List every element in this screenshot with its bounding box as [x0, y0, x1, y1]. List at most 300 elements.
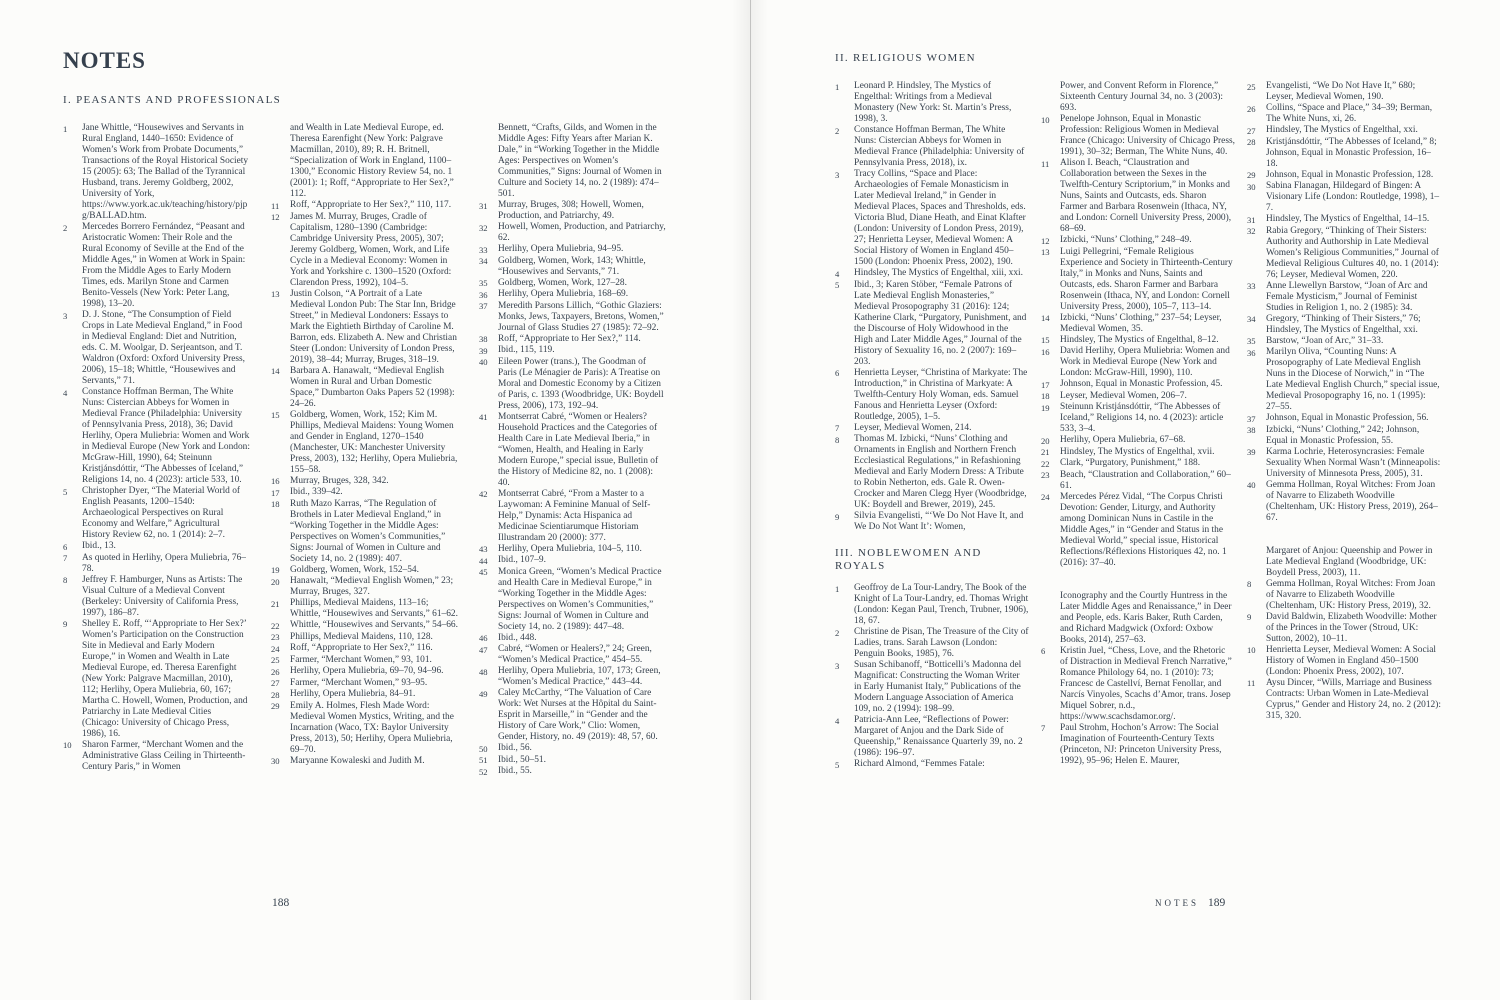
note-text: Murray, Bruges, 308; Howell, Women, Production, and Patriarchy, 49. [498, 200, 644, 221]
note-number: 51 [479, 755, 488, 765]
note-number: 23 [271, 632, 280, 642]
note [835, 715, 1029, 759]
note [271, 576, 458, 598]
note-text: Ibid., 56. [498, 743, 532, 753]
note-text: Christopher Dyer, “The Material World of English Peasants, 1200–1540: Archaeological Perspectives on Rural Economy and Welfare,” Agricultural History Review 62, no. 1 (2014): 2–7. [82, 486, 241, 540]
note-text: Richard Almond, “Femmes Fatale: [854, 759, 985, 769]
note-text: Izbicki, “Nuns’ Clothing,” 248–49. [1060, 235, 1192, 245]
note-text: Ibid., 448. [498, 632, 537, 643]
note-number: 27 [1247, 125, 1256, 136]
note [479, 345, 666, 357]
note-number: 1 [835, 583, 840, 594]
note-text: Constance Hoffman Berman, The White Nuns: Cistercian Abbeys for Women in Medieval France (Philadelphia: University of Pennsylvania Press, 2018), ix. [854, 125, 1025, 168]
notes-column-5 [1041, 81, 1235, 767]
note [1041, 492, 1235, 569]
note-text: Maryanne Kowaleski and Judith M. [290, 755, 425, 766]
note [479, 555, 666, 567]
note-number: 22 [1041, 458, 1050, 469]
note-number: 23 [1041, 470, 1050, 480]
note-text: David Herlihy, Opera Muliebria: Women and Work in Medieval Europe (New York and London: McGraw-Hill, 1990), 110. [1060, 346, 1230, 378]
note [271, 701, 458, 756]
note [63, 387, 250, 486]
note [1247, 612, 1441, 645]
note-number: 9 [63, 619, 68, 629]
note [835, 368, 1029, 423]
note [835, 169, 1029, 268]
note [835, 423, 1029, 435]
note-number: 8 [63, 575, 68, 585]
note [63, 619, 250, 740]
note-number: 5 [835, 759, 840, 770]
note-continuation: Power, and Convent Reform in Florence,” Sixteenth Century Journal 34, no. 3 (2003): 693. [1060, 81, 1224, 113]
note-number: 21 [1041, 447, 1050, 457]
note-number: 35 [479, 278, 488, 288]
note-text: Sabina Flanagan, Hildegard of Bingen: A Visionary Life (London: Routledge, 1998), 1–7. [1266, 181, 1440, 213]
note [479, 644, 666, 666]
note [835, 268, 1029, 280]
note [1247, 170, 1441, 182]
note-number: 16 [271, 476, 280, 486]
note [835, 511, 1029, 533]
note-number: 20 [1041, 435, 1050, 446]
note-number: 40 [1247, 480, 1256, 490]
note-text: Collins, “Space and Place,” 34–39; Berman, The White Nuns, xi, 26. [1266, 103, 1433, 124]
note-number: 49 [479, 688, 488, 699]
note-text: Caley McCarthy, “The Valuation of Care Work: Wet Nurses at the Hôpital du Saint-Esprit in Marseille,” in “Gender and the History of Care Work,” Clio: Women, Gender, History, no. 49 (2019): 48, 57, 60. [498, 688, 658, 742]
page-title: NOTES [63, 48, 146, 73]
note [271, 643, 458, 655]
note-number: 12 [271, 212, 280, 222]
note-text: Emily A. Holmes, Flesh Made Word: Medieval Women Mystics, Writing, and the Incarnation (Waco, TX: Baylor University Press, 2013), 50; Herlihy, Opera Muliebria, 69–70. [290, 700, 454, 755]
note-number: 10 [63, 740, 72, 750]
note [63, 541, 250, 553]
note-text: Goldberg, Women, Work, 152–54. [290, 564, 419, 575]
notes-column-4 [835, 81, 1029, 771]
note-text: Hanawalt, “Medieval English Women,” 23; Murray, Bruges, 327. [290, 576, 454, 597]
note-text: Ibid., 339–42. [290, 487, 343, 497]
note [1041, 247, 1235, 313]
note-number: 37 [479, 301, 488, 311]
note [1247, 425, 1441, 447]
note-number: 42 [479, 489, 488, 499]
note-number: 4 [835, 268, 840, 279]
note-text: Aysu Dincer, “Wills, Marriage and Business Contracts: Urban Women in Late-Medieval Cyprus,” Gender and History 24, no. 2 (2012): 315, 320. [1266, 677, 1441, 721]
note-text: Eileen Power (trans.), The Goodman of Paris (Le Ménagier de Paris): A Treatise on Moral and Domestic Economy by a Citizen of Paris, c. 1393 (Woodbridge, UK: Boydell Press, 2006), 173, 192–94. [498, 356, 664, 411]
note [1247, 137, 1441, 170]
note-text: Ibid., 107–9. [498, 555, 546, 565]
note [479, 489, 666, 544]
note [271, 620, 458, 632]
note-text: Ibid., 3; Karen Stöber, “Female Patrons of Late Medieval English Monasteries,” Medieval Prosopography 31 (2016): 124; Katherine Clark, “Purgatory, Punishment, and the Discourse of Holy Widowhood in the High and Later Middle Ages,” Journal of the History of Sexuality 16, no. 2 (2007): 169–203. [854, 279, 1027, 367]
note-text: Leyser, Medieval Women, 214. [854, 422, 972, 433]
note-number: 1 [63, 123, 68, 134]
notes-column-3 [479, 123, 666, 778]
note [1041, 435, 1235, 447]
note-text: Hindsley, The Mystics of Engelthal, xiii, xxi. [854, 268, 1023, 278]
note-number: 39 [1247, 447, 1256, 457]
note [271, 366, 458, 410]
note [1041, 235, 1235, 247]
note-text: Meredith Parsons Lillich, “Gothic Glaziers: Monks, Jews, Taxpayers, Bretons, Women,” Journal of Glass Studies 27 (1985): 72–92. [498, 300, 664, 333]
note-text: Hindsley, The Mystics of Engelthal, 14–15. [1266, 214, 1430, 224]
note-text: Farmer, “Merchant Women,” 93, 101. [290, 654, 432, 665]
note [479, 567, 666, 633]
note [479, 334, 666, 346]
note-text: Alison I. Beach, “Claustration and Collaboration between the Sexes in the Twelfth-Century Scriptorium,” in Monks and Nuns, Saints and Outcasts, eds. Sharon Farmer and Barbara Rosenwein (Ithaca, NY, and London: Cornell University Press, 2000), 68–69. [1060, 158, 1232, 234]
note-number: 36 [479, 289, 488, 300]
note-number: 8 [1247, 579, 1252, 589]
note [271, 655, 458, 667]
note-text: Steinunn Kristjánsdóttir, “The Abbesses of Iceland,” Religions 14, no. 4 (2023): article 533, 3–4. [1060, 402, 1224, 434]
note [1247, 214, 1441, 226]
note-number: 26 [271, 666, 280, 677]
note-text: Paul Strohm, Hochon’s Arrow: The Social Imagination of Fourteenth-Century Texts (Princeton, NJ: Princeton University Press, 1992), 95–96; Helen E. Maurer, [1060, 722, 1222, 766]
note-text: Ibid., 55. [498, 766, 532, 776]
note [479, 244, 666, 256]
note-number: 27 [271, 678, 280, 688]
note-number: 7 [1041, 723, 1046, 733]
note-text: Murray, Bruges, 328, 342. [290, 475, 389, 486]
note [835, 660, 1029, 715]
note-number: 11 [1247, 678, 1256, 688]
note [1041, 114, 1235, 158]
note-number: 32 [1247, 226, 1256, 236]
note [479, 633, 666, 645]
note-number: 9 [1247, 612, 1252, 622]
note-number: 33 [479, 244, 488, 255]
note-number: 13 [271, 289, 280, 299]
note-text: Gemma Hollman, Royal Witches: From Joan of Navarre to Elizabeth Woodville (Cheltenham, UK: History Press, 2019), 32. [1266, 578, 1436, 611]
note-number: 13 [1041, 247, 1050, 257]
notes-column-6 [1247, 81, 1441, 722]
note-number: 30 [1247, 181, 1256, 192]
note [63, 575, 250, 619]
note-number: 19 [271, 565, 280, 575]
note [479, 289, 666, 301]
note-number: 5 [63, 486, 68, 497]
note [479, 666, 666, 688]
note [63, 123, 250, 222]
note-number: 31 [1247, 214, 1256, 225]
page-number-right-value: 189 [1208, 897, 1226, 909]
note-text: D. J. Stone, “The Consumption of Field Crops in Late Medieval England,” in Food in Medieval England: Diet and Nutrition, eds. C. M. Woolgar, D. Serjeantson, and T. Waldron (Oxford: Oxford University Press, 2006), 15–18; Whittle, “Housewives and Servants,” 71. [82, 310, 246, 386]
note [1247, 281, 1441, 314]
note-number: 2 [835, 125, 840, 136]
note-number: 2 [63, 222, 68, 233]
note-text: Ibid., 13. [82, 541, 116, 551]
note [1247, 678, 1441, 722]
note-number: 1 [835, 81, 840, 92]
note [63, 553, 250, 575]
note-text: Justin Colson, “A Portrait of a Late Medieval London Pub: The Star Inn, Bridge Street,” in Medieval Londoners: Essays to Mark the Eightieth Birthday of Caroline M. Barron, eds. Elizabeth A. New and Christian Steer (London: University of London Press, 2019), 38–44; Murray, Bruges, 318–19. [290, 288, 457, 365]
note [835, 434, 1029, 511]
note [479, 766, 666, 778]
note-text: Hindsley, The Mystics of Engelthal, 8–12. [1060, 334, 1219, 345]
note-number: 52 [479, 766, 488, 777]
note-number: 24 [271, 643, 280, 654]
note [479, 743, 666, 755]
note [1041, 391, 1235, 403]
note-number: 16 [1041, 346, 1050, 357]
note-number: 7 [835, 423, 840, 433]
note-text: Clark, “Purgatory, Punishment,” 188. [1060, 458, 1201, 468]
note [479, 412, 666, 489]
note [1247, 226, 1441, 281]
note [479, 222, 666, 244]
note [1247, 447, 1441, 480]
note [1041, 313, 1235, 335]
note [271, 410, 458, 476]
note [835, 280, 1029, 368]
note-number: 21 [271, 598, 280, 609]
note-number: 17 [1041, 379, 1050, 390]
note-text: Roff, “Appropriate to Her Sex?,” 116. [290, 643, 433, 653]
note-number: 10 [1247, 645, 1256, 655]
note-text: Phillips, Medieval Maidens, 110, 128. [290, 631, 433, 642]
note-text: Constance Hoffman Berman, The White Nuns: Cistercian Abbeys for Women in Medieval France (Philadelphia: University of Pennsylvania Press, 2018), 36; David Herlihy, Opera Muliebria: Women and Work in Medieval Europe (New York and London: McGraw-Hill, 1990), 64; Steinunn Kristjánsdóttir, “The Abbesses of Iceland,” Religions 14, no. 4 (2023): article 533, 10. [82, 387, 250, 485]
note-text: Henrietta Leyser, “Christina of Markyate: The Introduction,” in Christina of Markyate: A Twelfth-Century Holy Woman, eds. Samuel Fanous and Henrietta Leyser (Oxford: Routledge, 2005), 1–5. [854, 367, 1028, 422]
note [479, 256, 666, 278]
note-text: Ibid., 50–51. [498, 754, 546, 765]
running-footer-label: NOTES [1155, 898, 1199, 908]
note-number: 6 [1041, 646, 1046, 656]
note-number: 39 [479, 345, 488, 356]
note-text: Izbicki, “Nuns’ Clothing,” 242; Johnson, Equal in Monastic Profession, 55. [1266, 424, 1420, 446]
note-text: Cabré, “Women or Healers?,” 24; Green, “Women’s Medical Practice,” 454–55. [498, 644, 652, 665]
note-number: 37 [1247, 413, 1256, 424]
note-number: 3 [835, 169, 840, 180]
note [271, 487, 458, 499]
note [479, 357, 666, 412]
note-text: Goldberg, Women, Work, 152; Kim M. Phillips, Medieval Maidens: Young Women and Gender in England, 1270–1540 (Manchester, UK: Manchester University Press, 2003), 132; Herlihy, Opera Muliebria, 155–58. [290, 409, 458, 475]
note-text: Shelley E. Roff, “‘Appropriate to Her Sex?’ Women’s Participation on the Construction Site in Medieval and Early Modern Europe,” in Women and Wealth in Late Medieval Europe, ed. Theresa Earenfight (New York: Palgrave Macmillan, 2010), 112; Herlihy, Opera Muliebria, 60, 167; Martha C. Howell, Women, Production, and Patriarchy in Late Medieval Cities (Chicago: University of Chicago Press, 1986), 16. [82, 618, 248, 739]
note-text: Johnson, Equal in Monastic Profession, 45. [1060, 379, 1223, 389]
note [479, 301, 666, 334]
note-text: Beach, “Claustration and Collaboration,” 60–61. [1060, 469, 1231, 491]
note [479, 755, 666, 767]
note [271, 632, 458, 644]
note [1041, 646, 1235, 723]
notes-column-2 [271, 123, 458, 767]
note [271, 666, 458, 678]
note-text: Whittle, “Housewives and Servants,” 54–66. [290, 620, 458, 630]
note-text: Roff, “Appropriate to Her Sex?,” 114. [498, 333, 641, 344]
notes-columns-left [63, 123, 673, 778]
note [1247, 336, 1441, 348]
note-text: Luigi Pellegrini, “Female Religious Experience and Society in Thirteenth-Century Italy,” in Monks and Nuns, Saints and Outcasts, eds. Sharon Farmer and Barbara Rosenwein (Ithaca, NY, and London: Cornell University Press, 2000), 105–7, 113–14. [1060, 246, 1233, 312]
note [1247, 480, 1441, 524]
note-text: Susan Schibanoff, “Botticelli’s Madonna del Magnificat: Constructing the Woman Writer in Early Humanist Italy,” Publications of the Modern Language Association of America 109, no. 2 (1994): 198–99. [854, 660, 1022, 714]
note-text: Herlihy, Opera Muliebria, 84–91. [290, 689, 416, 699]
note-number: 43 [479, 544, 488, 554]
note-text: Herlihy, Opera Muliebria, 67–68. [1060, 435, 1186, 445]
note-number: 33 [1247, 281, 1256, 291]
note [271, 598, 458, 620]
note-text: Monica Green, “Women’s Medical Practice and Health Care in Medieval Europe,” in “Working Together in the Middle Ages: Perspectives on Women’s Communities,” Signs: Journal of Women in Culture and Society 14, no. 2 (1989): 447–48. [498, 566, 662, 632]
note-number: 28 [1247, 137, 1256, 147]
note-text: Herlihy, Opera Muliebria, 168–69. [498, 289, 629, 299]
note-text: Johnson, Equal in Monastic Profession, 128. [1266, 169, 1434, 180]
note-continuation: Margaret of Anjou: Queenship and Power in Late Medieval England (Woodbridge, UK: Boydell Press, 2003), 11. [1266, 545, 1433, 578]
note-text: James M. Murray, Bruges, Cradle of Capitalism, 1280–1390 (Cambridge: Cambridge University Press, 2005), 307; Jeremy Goldberg, Women, Work, and Life Cycle in a Medieval Economy: Women in York and Yorkshire c. 1300–1520 (Oxford: Clarendon Press, 1992), 104–5. [290, 211, 452, 288]
note-text: Jeffrey F. Hamburger, Nuns as Artists: The Visual Culture of a Medieval Convent (Berkeley: University of California Press, 1997), 186–87. [82, 574, 243, 618]
note-number: 3 [835, 660, 840, 671]
page-left-content [63, 48, 673, 778]
note-text: Ruth Mazo Karras, “The Regulation of Brothels in Later Medieval England,” in “Working Together in the Middle Ages: Perspectives on Women’s Communities,” Signs: Journal of Women in Culture and Society 14, no. 2 (1989): 407. [290, 498, 446, 564]
note-text: Herlihy, Opera Muliebria, 104–5, 110. [498, 543, 642, 554]
note-text: Ibid., 115, 119. [498, 345, 555, 355]
note [1041, 402, 1235, 435]
note [271, 689, 458, 701]
note-number: 8 [835, 434, 840, 445]
note [1041, 447, 1235, 459]
note-number: 46 [479, 633, 488, 643]
note-number: 7 [63, 553, 68, 563]
note-number: 4 [835, 715, 840, 726]
note-text: Geoffroy de La Tour-Landry, The Book of the Knight of La Tour-Landry, ed. Thomas Wright (London: Kegan Paul, Trench, Trubner, 1906), 18, 67. [854, 583, 1029, 626]
note [479, 688, 666, 743]
note-text: Kristjánsdóttir, “The Abbesses of Iceland,” 8; Johnson, Equal in Monastic Profession, 16–18. [1266, 136, 1437, 169]
note-text: Leyser, Medieval Women, 206–7. [1060, 390, 1187, 401]
note-number: 44 [479, 555, 488, 566]
note-number: 9 [835, 511, 840, 522]
note-text: Herlihy, Opera Muliebria, 94–95. [498, 244, 624, 254]
note-text: Gregory, “Thinking of Their Sisters,” 76; Hindsley, The Mystics of Engelthal, xxi. [1266, 313, 1421, 335]
note [835, 759, 1029, 771]
note [271, 200, 458, 212]
note [1247, 314, 1441, 336]
note-number: 24 [1041, 492, 1050, 502]
note [63, 222, 250, 310]
note-text: Anne Llewellyn Barstow, “Joan of Arc and Female Mysticism,” Journal of Feminist Studies in Religion 1, no. 2 (1985): 34. [1266, 280, 1428, 313]
note-number: 14 [271, 366, 280, 376]
note-text: Hindsley, The Mystics of Engelthal, xvii. [1060, 446, 1215, 457]
note-text: Sharon Farmer, “Merchant Women and the Administrative Glass Ceiling in Thirteenth-Century Paris,” in Women [82, 739, 246, 772]
note-text: Karma Lochrie, Heterosyncrasies: Female Sexuality When Normal Wasn’t (Minneapolis: University of Minnesota Press, 2005), 31. [1266, 446, 1441, 479]
note-text: Kristin Juel, “Chess, Love, and the Rhetoric of Distraction in Medieval French Narrative,” Romance Philology 64, no. 1 (2010): 73; Francesc de Castellví, Bernat Fenollar, and Narcís Vinyoles, Scachs d’Amor, trans. Josep Miquel Sobrer, n.d., https://www.scachsdamor.org/. [1060, 645, 1232, 722]
note-text: Roff, “Appropriate to Her Sex?,” 110, 117. [290, 200, 452, 210]
section-heading-peasants-professionals: I. PEASANTS AND PROFESSIONALS [63, 94, 282, 106]
note-text: Howell, Women, Production, and Patriarchy, 62. [498, 222, 666, 243]
note-text: Barbara A. Hanawalt, “Medieval English Women in Rural and Urban Domestic Space,” Dumbarton Oaks Papers 52 (1998): 24–26. [290, 365, 455, 409]
note-number: 45 [479, 567, 488, 577]
note-number: 25 [271, 655, 280, 665]
note-text: Barstow, “Joan of Arc,” 31–33. [1266, 335, 1384, 346]
note-number: 28 [271, 689, 280, 700]
note-text: Johnson, Equal in Monastic Profession, 56. [1266, 413, 1429, 423]
note [1247, 125, 1441, 137]
note-number: 6 [63, 541, 68, 552]
note-number: 36 [1247, 347, 1256, 358]
notes-column-1 [63, 123, 250, 773]
note-number: 3 [63, 310, 68, 321]
note-text: Mercedes Borrero Fernández, “Peasant and Aristocratic Women: Their Role and the Rural Economy of Seville at the End of the Middle Ages,” in Women at Work in Spain: From the Middle Ages to Early Modern Times, eds. Marilyn Stone and Carmen Benito-Vessels (New York: Peter Lang, 1998), 13–20. [82, 222, 246, 309]
note-number: 34 [479, 256, 488, 266]
note [63, 310, 250, 387]
note-number: 50 [479, 743, 488, 754]
note-text: Rabia Gregory, “Thinking of Their Sisters: Authority and Authorship in Late Medieval Women’s Religious Communities,” Journal of Medieval Religious Cultures 40, no. 1 (2014): 76; Leyser, Medieval Women, 220. [1266, 225, 1439, 280]
note-number: 25 [1247, 81, 1256, 92]
note [1247, 645, 1441, 678]
note-text: Penelope Johnson, Equal in Monastic Profession: Religious Women in Medieval France (Chicago: University of Chicago Press, 1991), 30–32; Berman, The White Nuns, 40. [1060, 114, 1235, 157]
page-number-left: 188 [272, 897, 290, 909]
note [1247, 413, 1441, 425]
note [835, 125, 1029, 169]
note-text: Gemma Hollman, Royal Witches: From Joan of Navarre to Elizabeth Woodville (Cheltenham, UK: History Press, 2019), 264–67. [1266, 479, 1438, 523]
note-number: 11 [1041, 158, 1050, 169]
note [271, 565, 458, 577]
note-text: Hindsley, The Mystics of Engelthal, xxi. [1266, 125, 1418, 135]
note-text: Herlihy, Opera Muliebria, 107, 173; Green, “Women’s Medical Practice,” 443–44. [498, 666, 661, 687]
page-right [750, 0, 1500, 1000]
note-number: 4 [63, 387, 68, 398]
note-number: 26 [1247, 103, 1256, 114]
section-heading-noblewomen-royals: III. NOBLEWOMEN AND ROYALS [835, 547, 982, 572]
note-text: Montserrat Cabré, “From a Master to a Laywoman: A Feminine Manual of Self-Help,” Dynamis: Acta Hispanica ad Medicinae Scientiarumque Historiam Illustrandam 20 (2000): 377. [498, 488, 651, 543]
note [479, 278, 666, 290]
note [271, 476, 458, 488]
note-text: Patricia-Ann Lee, “Reflections of Power: Margaret of Anjou and the Dark Side of Queenship,” Renaissance Quarterly 39, no. 2 (1986): 196–97. [854, 715, 1023, 758]
note-text: Goldberg, Women, Work, 143; Whittle, “Housewives and Servants,” 71. [498, 255, 646, 277]
note-text: Marilyn Oliva, “Counting Nuns: A Prosopography of Late Medieval English Nuns in the Diocese of Norwich,” in “The Late Medieval English Church,” special issue, Medieval Prosopography 16, no. 1 (1995): 27–55. [1266, 347, 1440, 412]
note [271, 756, 458, 768]
note-text: Christine de Pisan, The Treasure of the City of Ladies, trans. Sarah Lawson (London: Penguin Books, 1985), 76. [854, 627, 1029, 659]
note-number: 11 [271, 200, 280, 211]
note-number: 10 [1041, 114, 1050, 125]
note-continuation: Bennett, “Crafts, Gilds, and Women in the Middle Ages: Fifty Years after Marian K. Dale,” in “Working Together in the Middle Ages: Perspectives on Women’s Communities,” Signs: Journal of Women in Culture and Society 14, no. 2 (1989): 474–501. [498, 123, 662, 199]
note-continuation: Iconography and the Courtly Huntress in the Later Middle Ages and Renaissance,” in Deer and People, eds. Karis Baker, Ruth Carden, and Richard Madgwick (Oxford: Oxbow Books, 2014), 257–63. [1060, 590, 1232, 645]
note-text: As quoted in Herlihy, Opera Muliebria, 76–78. [82, 552, 246, 574]
note [835, 583, 1029, 627]
note-text: David Baldwin, Elizabeth Woodville: Mother of the Princes in the Tower (Stroud, UK: Sutton, 2002), 10–11. [1266, 611, 1437, 644]
note [271, 499, 458, 565]
section-heading-religious-women: II. RELIGIOUS WOMEN [835, 52, 976, 64]
page-number-right [1155, 897, 1225, 909]
note [1041, 346, 1235, 379]
note-number: 15 [271, 410, 280, 420]
note-number: 31 [479, 200, 488, 211]
note-number: 18 [271, 499, 280, 509]
note-number: 35 [1247, 336, 1256, 346]
note-number: 32 [479, 222, 488, 233]
note-text: Jane Whittle, “Housewives and Servants in Rural England, 1440–1650: Evidence of Women’s Work from Probate Documents,” Transactions of the Royal Historical Society 15 (2005): 63; The Ballad of the Tyrannical Husband, trans. Jeremy Goldberg, 2002, University of York, https://www.york.ac.uk/teaching/history/pjpg/BALLAD.htm. [82, 123, 249, 221]
note [1041, 723, 1235, 767]
note [271, 678, 458, 690]
note-number: 17 [271, 487, 280, 498]
note-number: 18 [1041, 391, 1050, 401]
note [1041, 379, 1235, 391]
note-number: 5 [835, 280, 840, 290]
note-text: Phillips, Medieval Maidens, 113–16; Whittle, “Housewives and Servants,” 61–62. [290, 598, 458, 619]
note [479, 544, 666, 556]
note-number: 48 [479, 666, 488, 677]
note [63, 740, 250, 773]
note [1041, 158, 1235, 235]
note-text: Evangelisti, “We Do Not Have It,” 680; Leyser, Medieval Women, 190. [1266, 81, 1416, 102]
note-text: Henrietta Leyser, Medieval Women: A Social History of Women in England 450–1500 (London: Phoenix Press, 2002), 107. [1266, 644, 1437, 677]
note [1247, 181, 1441, 214]
note [835, 627, 1029, 660]
note-number: 20 [271, 576, 280, 587]
note-number: 47 [479, 644, 488, 655]
note-number: 6 [835, 368, 840, 378]
note-number: 14 [1041, 313, 1050, 323]
note-number: 15 [1041, 335, 1050, 345]
note [1247, 579, 1441, 612]
note-number: 29 [271, 701, 280, 711]
note [1247, 81, 1441, 103]
note [271, 212, 458, 289]
